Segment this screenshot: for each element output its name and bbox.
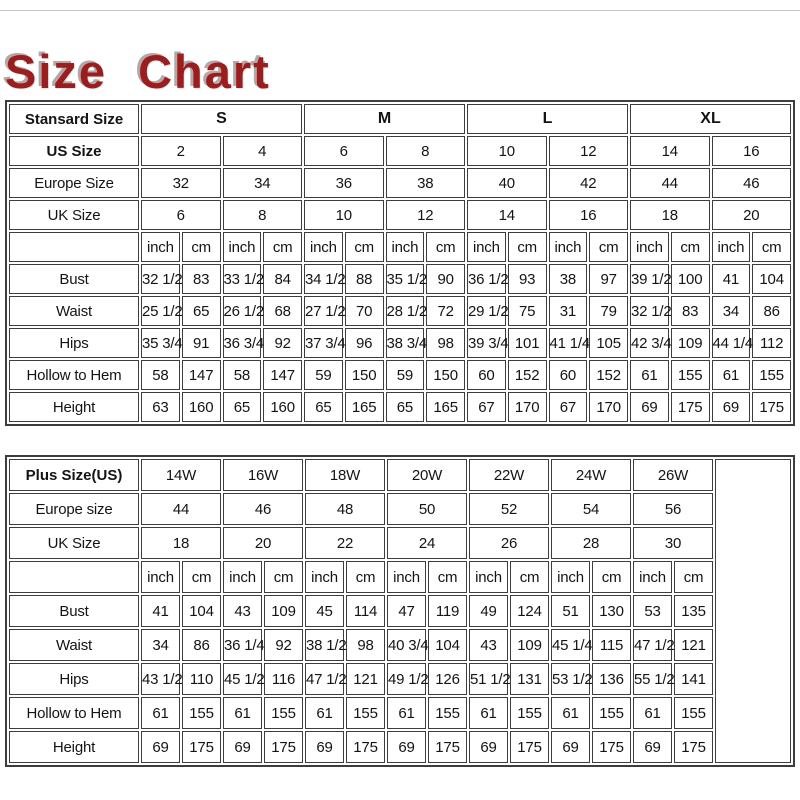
value-cell: 47 1/2 bbox=[305, 663, 344, 695]
value-cell: 65 bbox=[182, 296, 221, 326]
value-cell: 10 bbox=[467, 136, 547, 166]
value-cell: 16 bbox=[712, 136, 792, 166]
size-group-header-cell: L bbox=[467, 104, 628, 134]
value-cell: 20W bbox=[387, 459, 467, 491]
value-cell: 67 bbox=[467, 392, 506, 422]
value-cell: 155 bbox=[510, 697, 549, 729]
value-cell: 67 bbox=[549, 392, 588, 422]
value-cell: 18W bbox=[305, 459, 385, 491]
value-cell: 38 bbox=[549, 264, 588, 294]
value-cell: 175 bbox=[674, 731, 713, 763]
value-cell: 72 bbox=[426, 296, 465, 326]
table-row bbox=[9, 663, 791, 695]
row-label-cell: Height bbox=[9, 731, 139, 763]
value-cell: 124 bbox=[510, 595, 549, 627]
value-cell: 49 bbox=[469, 595, 508, 627]
unit-header-cell: inch bbox=[467, 232, 506, 262]
value-cell: 135 bbox=[674, 595, 713, 627]
value-cell: 155 bbox=[182, 697, 221, 729]
value-cell: 61 bbox=[712, 360, 751, 390]
value-cell: 61 bbox=[469, 697, 508, 729]
value-cell: 69 bbox=[469, 731, 508, 763]
value-cell: 48 bbox=[305, 493, 385, 525]
value-cell: 69 bbox=[387, 731, 426, 763]
value-cell: 45 1/4 bbox=[551, 629, 590, 661]
value-cell: 61 bbox=[387, 697, 426, 729]
value-cell: 54 bbox=[551, 493, 631, 525]
table-row bbox=[9, 296, 791, 326]
value-cell: 136 bbox=[592, 663, 631, 695]
value-cell: 150 bbox=[345, 360, 384, 390]
table-row bbox=[9, 200, 791, 230]
value-cell: 18 bbox=[630, 200, 710, 230]
value-cell: 40 bbox=[467, 168, 547, 198]
value-cell: 10 bbox=[304, 200, 384, 230]
value-cell: 91 bbox=[182, 328, 221, 358]
value-cell: 131 bbox=[510, 663, 549, 695]
value-cell: 93 bbox=[508, 264, 547, 294]
value-cell: 65 bbox=[223, 392, 262, 422]
unit-header-cell: inch bbox=[549, 232, 588, 262]
value-cell: 53 1/2 bbox=[551, 663, 590, 695]
value-cell: 49 1/2 bbox=[387, 663, 426, 695]
value-cell: 114 bbox=[346, 595, 385, 627]
unit-header-cell: inch bbox=[387, 561, 426, 593]
value-cell: 36 1/2 bbox=[467, 264, 506, 294]
value-cell: 16 bbox=[549, 200, 629, 230]
table-row bbox=[9, 168, 791, 198]
value-cell: 37 3/4 bbox=[304, 328, 343, 358]
value-cell: 152 bbox=[508, 360, 547, 390]
value-cell: 147 bbox=[263, 360, 302, 390]
value-cell: 152 bbox=[589, 360, 628, 390]
value-cell: 32 1/2 bbox=[141, 264, 180, 294]
value-cell: 155 bbox=[428, 697, 467, 729]
value-cell: 61 bbox=[630, 360, 669, 390]
value-cell: 61 bbox=[305, 697, 344, 729]
value-cell: 12 bbox=[386, 200, 466, 230]
value-cell: 69 bbox=[141, 731, 180, 763]
value-cell: 42 3/4 bbox=[630, 328, 669, 358]
row-label-cell: Waist bbox=[9, 296, 139, 326]
value-cell: 65 bbox=[386, 392, 425, 422]
value-cell: 35 1/2 bbox=[386, 264, 425, 294]
value-cell: 92 bbox=[263, 328, 302, 358]
value-cell: 47 bbox=[387, 595, 426, 627]
value-cell: 104 bbox=[428, 629, 467, 661]
value-cell: 24 bbox=[387, 527, 467, 559]
value-cell: 160 bbox=[263, 392, 302, 422]
blank-label-cell bbox=[9, 561, 139, 593]
page-title: Size Chart bbox=[5, 45, 271, 98]
value-cell: 165 bbox=[345, 392, 384, 422]
value-cell: 26W bbox=[633, 459, 713, 491]
table-row bbox=[9, 392, 791, 422]
value-cell: 51 1/2 bbox=[469, 663, 508, 695]
blank-label-cell bbox=[9, 232, 139, 262]
value-cell: 39 1/2 bbox=[630, 264, 669, 294]
unit-header-cell: cm bbox=[182, 561, 221, 593]
row-label-cell: Europe size bbox=[9, 493, 139, 525]
unit-header-cell: cm bbox=[264, 561, 303, 593]
row-label-cell: Bust bbox=[9, 595, 139, 627]
value-cell: 6 bbox=[141, 200, 221, 230]
value-cell: 46 bbox=[223, 493, 303, 525]
value-cell: 50 bbox=[387, 493, 467, 525]
value-cell: 175 bbox=[592, 731, 631, 763]
row-label-cell: Hips bbox=[9, 328, 139, 358]
value-cell: 45 bbox=[305, 595, 344, 627]
value-cell: 70 bbox=[345, 296, 384, 326]
value-cell: 69 bbox=[712, 392, 751, 422]
row-label-cell: Hips bbox=[9, 663, 139, 695]
value-cell: 53 bbox=[633, 595, 672, 627]
value-cell: 43 1/2 bbox=[141, 663, 180, 695]
value-cell: 27 1/2 bbox=[304, 296, 343, 326]
value-cell: 130 bbox=[592, 595, 631, 627]
plus-size-table-body bbox=[9, 459, 791, 763]
value-cell: 160 bbox=[182, 392, 221, 422]
value-cell: 35 3/4 bbox=[141, 328, 180, 358]
value-cell: 175 bbox=[671, 392, 710, 422]
value-cell: 26 1/2 bbox=[223, 296, 262, 326]
value-cell: 98 bbox=[346, 629, 385, 661]
unit-header-cell: inch bbox=[141, 232, 180, 262]
value-cell: 43 bbox=[469, 629, 508, 661]
value-cell: 52 bbox=[469, 493, 549, 525]
value-cell: 141 bbox=[674, 663, 713, 695]
unit-header-cell: cm bbox=[345, 232, 384, 262]
table-row bbox=[9, 264, 791, 294]
value-cell: 69 bbox=[305, 731, 344, 763]
unit-header-cell: inch bbox=[630, 232, 669, 262]
value-cell: 126 bbox=[428, 663, 467, 695]
table-row bbox=[9, 360, 791, 390]
unit-header-cell: inch bbox=[223, 561, 262, 593]
value-cell: 92 bbox=[264, 629, 303, 661]
value-cell: 44 bbox=[630, 168, 710, 198]
value-cell: 58 bbox=[223, 360, 262, 390]
value-cell: 47 1/2 bbox=[633, 629, 672, 661]
value-cell: 105 bbox=[589, 328, 628, 358]
row-label-cell: Height bbox=[9, 392, 139, 422]
value-cell: 69 bbox=[551, 731, 590, 763]
value-cell: 34 bbox=[712, 296, 751, 326]
value-cell: 24W bbox=[551, 459, 631, 491]
unit-header-cell: cm bbox=[426, 232, 465, 262]
value-cell: 112 bbox=[752, 328, 791, 358]
value-cell: 86 bbox=[752, 296, 791, 326]
table-row bbox=[9, 493, 791, 525]
value-cell: 41 1/4 bbox=[549, 328, 588, 358]
table-row bbox=[9, 232, 791, 262]
value-cell: 22 bbox=[305, 527, 385, 559]
value-cell: 8 bbox=[223, 200, 303, 230]
value-cell: 32 1/2 bbox=[630, 296, 669, 326]
unit-header-cell: cm bbox=[428, 561, 467, 593]
table-row bbox=[9, 561, 791, 593]
value-cell: 88 bbox=[345, 264, 384, 294]
value-cell: 175 bbox=[510, 731, 549, 763]
value-cell: 6 bbox=[304, 136, 384, 166]
table-row bbox=[9, 527, 791, 559]
value-cell: 56 bbox=[633, 493, 713, 525]
value-cell: 83 bbox=[671, 296, 710, 326]
value-cell: 175 bbox=[428, 731, 467, 763]
value-cell: 43 bbox=[223, 595, 262, 627]
value-cell: 59 bbox=[304, 360, 343, 390]
value-cell: 14W bbox=[141, 459, 221, 491]
value-cell: 36 bbox=[304, 168, 384, 198]
value-cell: 155 bbox=[671, 360, 710, 390]
table-row bbox=[9, 328, 791, 358]
value-cell: 155 bbox=[264, 697, 303, 729]
row-label-cell: Europe Size bbox=[9, 168, 139, 198]
value-cell: 34 bbox=[223, 168, 303, 198]
value-cell: 98 bbox=[426, 328, 465, 358]
unit-header-cell: inch bbox=[304, 232, 343, 262]
unit-header-cell: inch bbox=[633, 561, 672, 593]
standard-size-table bbox=[5, 100, 795, 426]
size-group-header-cell: M bbox=[304, 104, 465, 134]
value-cell: 14 bbox=[467, 200, 547, 230]
value-cell: 104 bbox=[182, 595, 221, 627]
value-cell: 4 bbox=[223, 136, 303, 166]
unit-header-cell: cm bbox=[510, 561, 549, 593]
value-cell: 29 1/2 bbox=[467, 296, 506, 326]
value-cell: 100 bbox=[671, 264, 710, 294]
unit-header-cell: cm bbox=[346, 561, 385, 593]
unit-header-cell: cm bbox=[671, 232, 710, 262]
size-group-header-cell: XL bbox=[630, 104, 791, 134]
value-cell: 28 bbox=[551, 527, 631, 559]
value-cell: 60 bbox=[467, 360, 506, 390]
value-cell: 109 bbox=[671, 328, 710, 358]
unit-header-cell: cm bbox=[182, 232, 221, 262]
value-cell: 121 bbox=[674, 629, 713, 661]
value-cell: 18 bbox=[141, 527, 221, 559]
unit-header-cell: cm bbox=[508, 232, 547, 262]
value-cell: 32 bbox=[141, 168, 221, 198]
unit-header-cell: cm bbox=[263, 232, 302, 262]
value-cell: 30 bbox=[633, 527, 713, 559]
value-cell: 14 bbox=[630, 136, 710, 166]
value-cell: 83 bbox=[182, 264, 221, 294]
value-cell: 155 bbox=[752, 360, 791, 390]
value-cell: 45 1/2 bbox=[223, 663, 262, 695]
value-cell: 63 bbox=[141, 392, 180, 422]
value-cell: 59 bbox=[386, 360, 425, 390]
value-cell: 69 bbox=[630, 392, 669, 422]
value-cell: 155 bbox=[346, 697, 385, 729]
unit-header-cell: inch bbox=[551, 561, 590, 593]
row-label-cell: Hollow to Hem bbox=[9, 697, 139, 729]
value-cell: 20 bbox=[223, 527, 303, 559]
value-cell: 44 1/4 bbox=[712, 328, 751, 358]
value-cell: 119 bbox=[428, 595, 467, 627]
value-cell: 75 bbox=[508, 296, 547, 326]
value-cell: 2 bbox=[141, 136, 221, 166]
value-cell: 25 1/2 bbox=[141, 296, 180, 326]
value-cell: 104 bbox=[752, 264, 791, 294]
value-cell: 34 1/2 bbox=[304, 264, 343, 294]
value-cell: 155 bbox=[674, 697, 713, 729]
table-row bbox=[9, 629, 791, 661]
value-cell: 38 bbox=[386, 168, 466, 198]
value-cell: 109 bbox=[264, 595, 303, 627]
top-divider bbox=[0, 10, 800, 11]
value-cell: 175 bbox=[264, 731, 303, 763]
value-cell: 41 bbox=[712, 264, 751, 294]
value-cell: 175 bbox=[346, 731, 385, 763]
empty-merged-cell bbox=[715, 459, 791, 763]
value-cell: 84 bbox=[263, 264, 302, 294]
value-cell: 109 bbox=[510, 629, 549, 661]
table-row bbox=[9, 595, 791, 627]
value-cell: 51 bbox=[551, 595, 590, 627]
value-cell: 36 1/4 bbox=[223, 629, 262, 661]
value-cell: 39 3/4 bbox=[467, 328, 506, 358]
table-row bbox=[9, 104, 791, 134]
value-cell: 147 bbox=[182, 360, 221, 390]
value-cell: 65 bbox=[304, 392, 343, 422]
value-cell: 20 bbox=[712, 200, 792, 230]
value-cell: 61 bbox=[141, 697, 180, 729]
value-cell: 115 bbox=[592, 629, 631, 661]
value-cell: 38 3/4 bbox=[386, 328, 425, 358]
value-cell: 16W bbox=[223, 459, 303, 491]
value-cell: 175 bbox=[182, 731, 221, 763]
value-cell: 165 bbox=[426, 392, 465, 422]
row-label-cell: Bust bbox=[9, 264, 139, 294]
value-cell: 44 bbox=[141, 493, 221, 525]
row-label-cell: US Size bbox=[9, 136, 139, 166]
value-cell: 26 bbox=[469, 527, 549, 559]
value-cell: 46 bbox=[712, 168, 792, 198]
unit-header-cell: inch bbox=[469, 561, 508, 593]
row-label-cell: Waist bbox=[9, 629, 139, 661]
value-cell: 101 bbox=[508, 328, 547, 358]
unit-header-cell: cm bbox=[674, 561, 713, 593]
value-cell: 34 bbox=[141, 629, 180, 661]
unit-header-cell: inch bbox=[223, 232, 262, 262]
table-row bbox=[9, 459, 791, 491]
value-cell: 40 3/4 bbox=[387, 629, 426, 661]
value-cell: 36 3/4 bbox=[223, 328, 262, 358]
value-cell: 42 bbox=[549, 168, 629, 198]
row-label-cell: Plus Size(US) bbox=[9, 459, 139, 491]
value-cell: 121 bbox=[346, 663, 385, 695]
value-cell: 55 1/2 bbox=[633, 663, 672, 695]
standard-size-table-body bbox=[9, 104, 791, 422]
value-cell: 69 bbox=[633, 731, 672, 763]
value-cell: 8 bbox=[386, 136, 466, 166]
unit-header-cell: inch bbox=[141, 561, 180, 593]
table-row bbox=[9, 697, 791, 729]
table-row bbox=[9, 731, 791, 763]
unit-header-cell: cm bbox=[752, 232, 791, 262]
value-cell: 170 bbox=[508, 392, 547, 422]
value-cell: 175 bbox=[752, 392, 791, 422]
value-cell: 68 bbox=[263, 296, 302, 326]
value-cell: 38 1/2 bbox=[305, 629, 344, 661]
value-cell: 79 bbox=[589, 296, 628, 326]
value-cell: 155 bbox=[592, 697, 631, 729]
value-cell: 41 bbox=[141, 595, 180, 627]
value-cell: 69 bbox=[223, 731, 262, 763]
unit-header-cell: inch bbox=[712, 232, 751, 262]
value-cell: 33 1/2 bbox=[223, 264, 262, 294]
value-cell: 116 bbox=[264, 663, 303, 695]
unit-header-cell: cm bbox=[592, 561, 631, 593]
value-cell: 170 bbox=[589, 392, 628, 422]
value-cell: 150 bbox=[426, 360, 465, 390]
unit-header-cell: cm bbox=[589, 232, 628, 262]
value-cell: 96 bbox=[345, 328, 384, 358]
plus-size-table bbox=[5, 455, 795, 767]
value-cell: 12 bbox=[549, 136, 629, 166]
row-label-cell: Hollow to Hem bbox=[9, 360, 139, 390]
value-cell: 86 bbox=[182, 629, 221, 661]
value-cell: 97 bbox=[589, 264, 628, 294]
table-row bbox=[9, 136, 791, 166]
row-label-cell: Stansard Size bbox=[9, 104, 139, 134]
value-cell: 60 bbox=[549, 360, 588, 390]
value-cell: 61 bbox=[633, 697, 672, 729]
row-label-cell: UK Size bbox=[9, 200, 139, 230]
value-cell: 31 bbox=[549, 296, 588, 326]
unit-header-cell: inch bbox=[386, 232, 425, 262]
value-cell: 58 bbox=[141, 360, 180, 390]
value-cell: 61 bbox=[551, 697, 590, 729]
row-label-cell: UK Size bbox=[9, 527, 139, 559]
value-cell: 90 bbox=[426, 264, 465, 294]
value-cell: 110 bbox=[182, 663, 221, 695]
value-cell: 22W bbox=[469, 459, 549, 491]
value-cell: 28 1/2 bbox=[386, 296, 425, 326]
value-cell: 61 bbox=[223, 697, 262, 729]
size-group-header-cell: S bbox=[141, 104, 302, 134]
unit-header-cell: inch bbox=[305, 561, 344, 593]
